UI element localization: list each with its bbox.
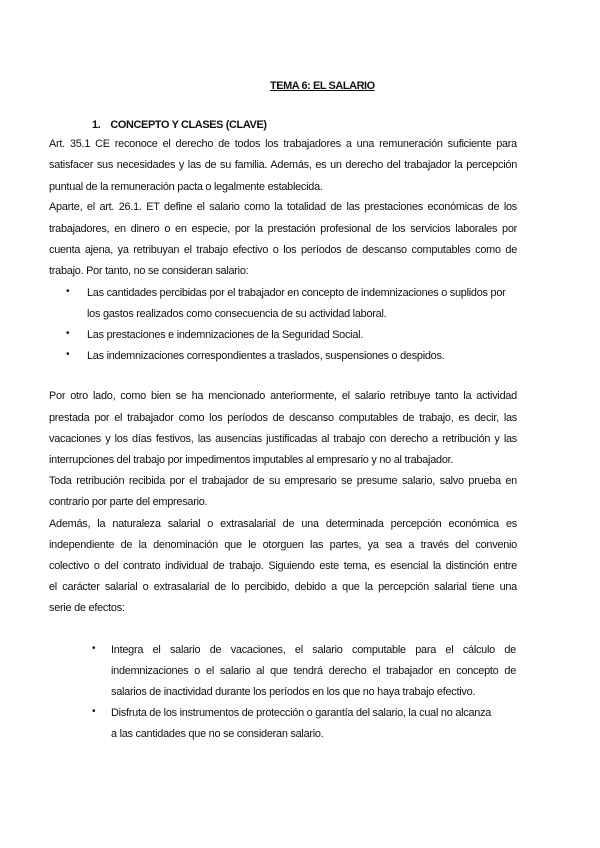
list-item: salarios de inactividad durante los períodos en los que no haya trabajo efectivo. [111, 686, 476, 698]
paragraph-line: Además, la naturaleza salarial o extrasalarial de una determinada percepción económica es [49, 518, 517, 530]
list-item: Disfruta de los instrumentos de protección o garantía del salario, la cual no alcanza [111, 707, 492, 719]
list-item: Las indemnizaciones correspondientes a traslados, suspensiones o despidos. [87, 350, 445, 362]
section-heading-text: CONCEPTO Y CLASES (CLAVE) [110, 119, 267, 131]
paragraph-line: trabajo. Por tanto, no se consideran salario: [49, 265, 249, 277]
paragraph-line: contrario por parte del empresario. [49, 496, 208, 508]
paragraph-line: independiente de la denominación que le otorguen las partes, ya sea a través del convenio [49, 539, 517, 551]
paragraph-line: Aparte, el art. 26.1. ET define el salario como la totalidad de las prestaciones económicas de los [49, 201, 517, 213]
list-item: Integra el salario de vacaciones, el salario computable para el cálculo de [111, 644, 516, 656]
paragraph-line: Toda retribución recibida por el trabajador de su empresario se presume salario, salvo prueba en [49, 475, 517, 487]
paragraph-line: Por otro lado, como bien se ha mencionado anteriormente, el salario retribuye tanto la actividad [49, 390, 517, 402]
section-heading [92, 119, 267, 131]
bullet-icon: • [66, 328, 70, 339]
paragraph-line: el carácter salarial o extrasalarial de lo percibido, debido a que la percepción salarial tiene una [49, 581, 517, 593]
paragraph-line: interrupciones del trabajo por impedimentos imputables al empresario y no al trabajador. [49, 454, 454, 466]
list-item: los gastos realizados como consecuencia de su actividad laboral. [87, 308, 387, 320]
bullet-icon: • [92, 706, 96, 717]
paragraph-line: colectivo o del contrato individual de trabajo. Siguiendo este tema, es esencial la distinción entre [49, 560, 517, 572]
list-item: Las prestaciones e indemnizaciones de la Seguridad Social. [87, 329, 364, 341]
list-item: a las cantidades que no se consideran salario. [111, 728, 324, 740]
document-title: TEMA 6: EL SALARIO [270, 80, 375, 92]
list-item: indemnizaciones o el salario al que tendrá derecho el trabajador en concepto de [111, 665, 516, 677]
paragraph-line: prestada por el trabajador como los períodos de descanso computables de trabajo, es decir, las [49, 412, 517, 424]
bullet-icon: • [66, 349, 70, 360]
paragraph-line: satisfacer sus necesidades y las de su familia. Además, es un derecho del trabajador la percepción [49, 159, 517, 171]
paragraph-line: Art. 35.1 CE reconoce el derecho de todos los trabajadores a una remuneración suficiente para [49, 138, 517, 150]
paragraph-line: trabajadores, en dinero o en especie, por la prestación profesional de los servicios laborales por [49, 223, 517, 235]
paragraph-line: vacaciones y los días festivos, las ausencias justificadas al trabajo con derecho a retribución y las [49, 433, 517, 445]
bullet-icon: • [92, 643, 96, 654]
list-item: Las cantidades percibidas por el trabajador en concepto de indemnizaciones o suplidos por [87, 287, 506, 299]
paragraph-line: puntual de la remuneración pacta o legalmente establecida. [49, 181, 323, 193]
bullet-icon: • [66, 286, 70, 297]
paragraph-line: cuenta ajena, ya retribuyan el trabajo efectivo o los períodos de descanso computables como de [49, 244, 517, 256]
paragraph-line: serie de efectos: [49, 602, 125, 614]
section-number: 1. [92, 119, 101, 131]
